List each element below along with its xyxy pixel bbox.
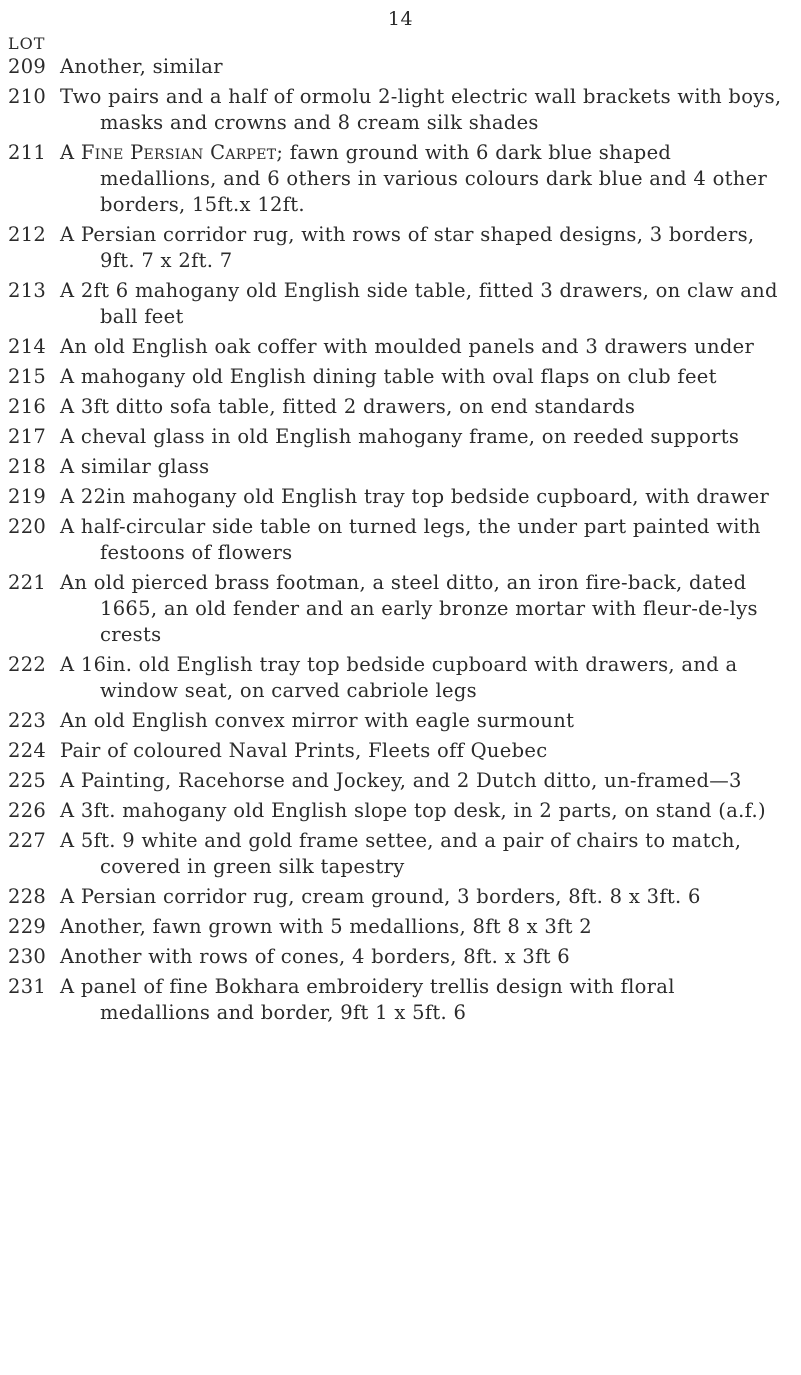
lot-title: A Fine Persian Carpet; [60, 141, 284, 164]
lot-entry [0, 364, 801, 390]
lot-entry [0, 222, 801, 274]
lot-text: A cheval glass in old English mahogany frame, on reeded supports [60, 425, 740, 448]
lot-number: 212 [8, 223, 47, 246]
lot-text: A 16in. old English tray top bedside cupboard with drawers, and a window seat, on carved cabriole legs [60, 653, 738, 702]
lot-number: 218 [8, 455, 47, 478]
lot-number: 225 [8, 769, 47, 792]
lot-description [60, 484, 790, 510]
lot-entry [0, 738, 801, 764]
lot-text: An old English oak coffer with moulded panels and 3 drawers under [60, 335, 755, 358]
lot-text: Another with rows of cones, 4 borders, 8ft. x 3ft 6 [60, 945, 570, 968]
lot-description [60, 828, 790, 880]
lot-number: 223 [8, 709, 47, 732]
lot-text: A 3ft ditto sofa table, fitted 2 drawers, on end standards [60, 395, 636, 418]
lot-text: An old English convex mirror with eagle surmount [60, 709, 575, 732]
lot-entry [0, 944, 801, 970]
lot-entry [0, 914, 801, 940]
lot-text: A 3ft. mahogany old English slope top desk, in 2 parts, on stand (a.f.) [60, 799, 766, 822]
lot-text: Pair of coloured Naval Prints, Fleets off Quebec [60, 739, 548, 762]
lot-entry [0, 140, 801, 218]
lot-entry [0, 424, 801, 450]
lot-description [60, 974, 790, 1026]
page-number: 14 [387, 8, 414, 30]
lot-text: A half-circular side table on turned legs, the under part painted with festoons of flowers [60, 515, 761, 564]
lot-description [60, 768, 790, 794]
lot-text: A 22in mahogany old English tray top bedside cupboard, with drawer [60, 485, 770, 508]
lot-description [60, 454, 790, 480]
lot-entry [0, 798, 801, 824]
lot-description [60, 54, 790, 80]
lot-number: 231 [8, 975, 47, 998]
lot-text: Another, fawn grown with 5 medallions, 8ft 8 x 3ft 2 [60, 915, 592, 938]
lot-number: 220 [8, 515, 47, 538]
lot-text: Two pairs and a half of ormolu 2-light electric wall brackets with boys, masks and crowns and 8 cream silk shades [60, 85, 782, 134]
lot-description [60, 278, 790, 330]
lot-description [60, 334, 790, 360]
lot-description [60, 798, 790, 824]
lot-number: 230 [8, 945, 47, 968]
lot-entry [0, 334, 801, 360]
lot-text: fawn ground with 6 dark blue shaped medallions, and 6 others in various colours dark blue and 4 other borders, 15ft.x 12ft. [100, 141, 768, 216]
lot-text: A similar glass [60, 455, 210, 478]
lot-text: A Persian corridor rug, with rows of star shaped designs, 3 borders, 9ft. 7 x 2ft. 7 [60, 223, 755, 272]
lot-number: 211 [8, 141, 47, 164]
lot-description [60, 140, 790, 218]
lot-description [60, 914, 790, 940]
lot-description [60, 570, 790, 648]
lot-description [60, 394, 790, 420]
lot-number: 229 [8, 915, 47, 938]
lot-number: 226 [8, 799, 47, 822]
lot-description [60, 84, 790, 136]
lot-number: 222 [8, 653, 47, 676]
lot-number: 210 [8, 85, 47, 108]
lot-text: A 2ft 6 mahogany old English side table, fitted 3 drawers, on claw and ball feet [60, 279, 778, 328]
lot-number: 219 [8, 485, 47, 508]
lot-description [60, 364, 790, 390]
lot-entry [0, 768, 801, 794]
lot-description [60, 884, 790, 910]
lot-text: A Painting, Racehorse and Jockey, and 2 Dutch ditto, un-framed—3 [60, 769, 742, 792]
lot-entry [0, 884, 801, 910]
lot-number: 224 [8, 739, 47, 762]
lot-number: 221 [8, 571, 47, 594]
lot-number: 227 [8, 829, 47, 852]
lot-entry [0, 570, 801, 648]
lot-number: 217 [8, 425, 47, 448]
lot-number: 214 [8, 335, 47, 358]
lot-entry [0, 484, 801, 510]
lot-text: An old pierced brass footman, a steel ditto, an iron fire-back, dated 1665, an old fender and an early bronze mortar with fleur-de-lys crests [60, 571, 758, 646]
lot-entry [0, 652, 801, 704]
lot-description [60, 424, 790, 450]
lot-entry [0, 84, 801, 136]
lot-description [60, 222, 790, 274]
lot-description [60, 944, 790, 970]
lot-number: 228 [8, 885, 47, 908]
lot-entry [0, 278, 801, 330]
lot-text: A panel of fine Bokhara embroidery trellis design with floral medallions and border, 9ft 1 x 5ft. 6 [60, 975, 675, 1024]
lot-entry [0, 974, 801, 1026]
lot-number: 215 [8, 365, 47, 388]
lot-description [60, 738, 790, 764]
lot-text: Another, similar [60, 55, 223, 78]
lot-number: 209 [8, 55, 47, 78]
lot-list [0, 54, 801, 1030]
lot-entry [0, 828, 801, 880]
lot-entry [0, 394, 801, 420]
lot-number: 213 [8, 279, 47, 302]
lot-entry [0, 454, 801, 480]
lot-text: A Persian corridor rug, cream ground, 3 borders, 8ft. 8 x 3ft. 6 [60, 885, 701, 908]
lot-entry [0, 54, 801, 80]
lot-entry [0, 708, 801, 734]
lot-entry [0, 514, 801, 566]
lot-text: A mahogany old English dining table with oval flaps on club feet [60, 365, 717, 388]
lot-column-heading: LOT [8, 34, 46, 53]
lot-description [60, 708, 790, 734]
lot-description [60, 652, 790, 704]
lot-text: A 5ft. 9 white and gold frame settee, and a pair of chairs to match, covered in green silk tapestry [60, 829, 742, 878]
lot-description [60, 514, 790, 566]
lot-number: 216 [8, 395, 47, 418]
